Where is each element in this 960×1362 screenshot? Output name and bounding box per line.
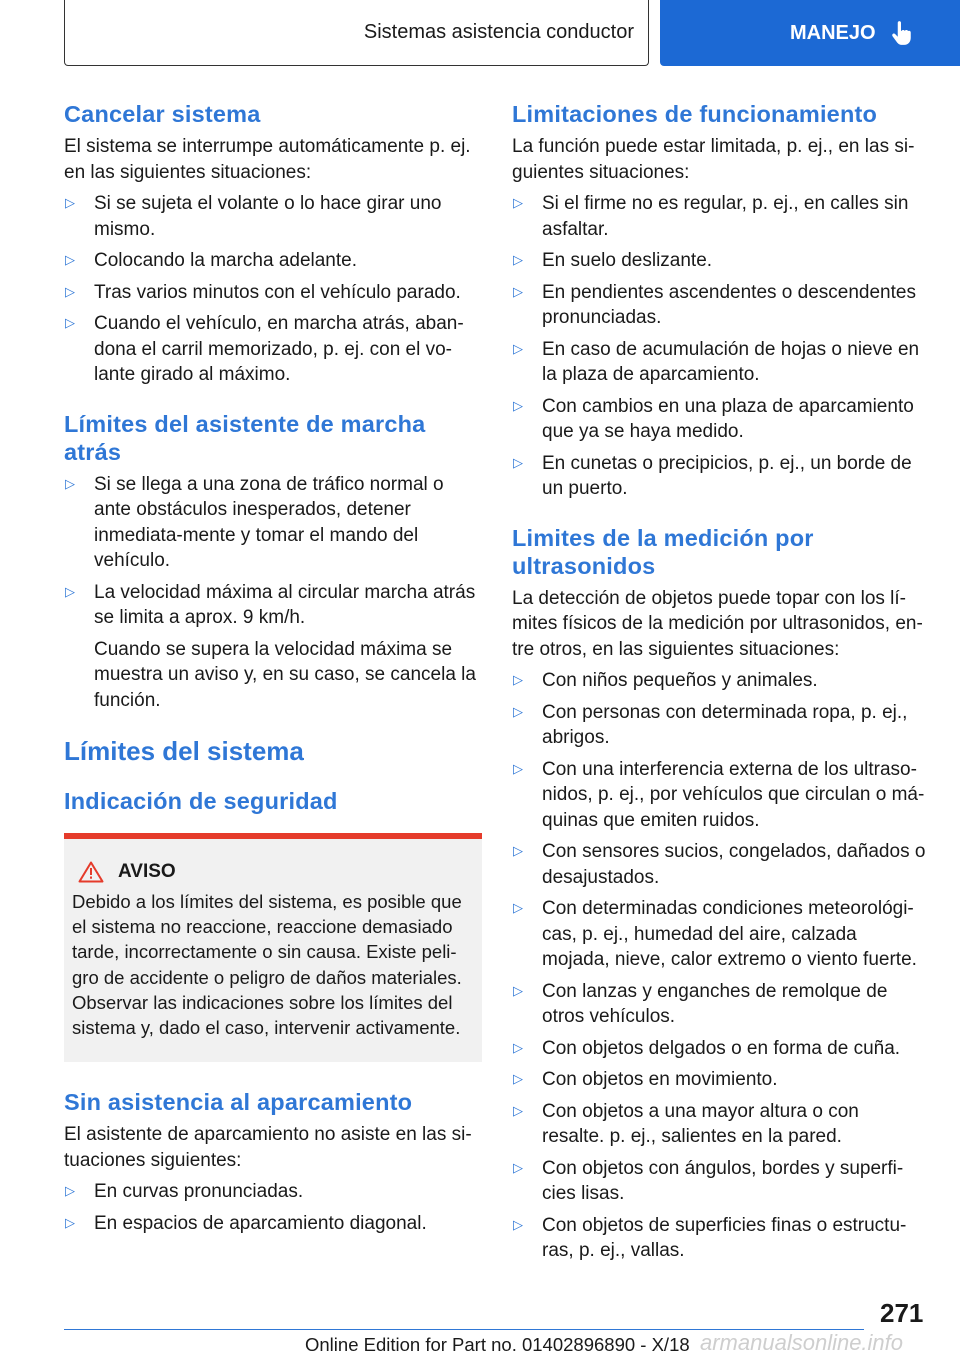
no-assist-intro: El asistente de aparcamiento no asiste en las si-tuaciones siguientes: [64, 1124, 472, 1171]
list-item: ▷ Cuando el vehículo, en marcha atrás, aban-dona el carril memorizado, p. ej. con el vo-lante girado al máximo. [65, 313, 464, 385]
bullet-triangle-icon: ▷ [513, 397, 523, 413]
list-item: ▷ Si se llega a una zona de tráfico normal o ante obstáculos inesperados, detener inmediata-mente y tomar el mando del vehículo. [65, 473, 444, 571]
bullet-triangle-icon: ▷ [513, 1102, 523, 1118]
bullet-triangle-icon: ▷ [513, 252, 523, 267]
warning-box [64, 839, 482, 1062]
bullet-triangle-icon: ▷ [513, 900, 523, 915]
chapter-tab[interactable] [660, 0, 960, 66]
ultrasonic-intro: La detección de objetos puede topar con los lí-mites físicos de la medición por ultrasonidos, en-tre otros, en las siguientes situaciones: [512, 587, 923, 660]
no-assist-list [64, 1179, 482, 1236]
bullet-triangle-icon: ▷ [513, 1216, 523, 1232]
func-limits-list [512, 191, 926, 502]
warning-label: AVISO [118, 861, 176, 882]
bullet-triangle-icon: ▷ [513, 760, 523, 776]
bullet-triangle-icon: ▷ [513, 672, 523, 687]
list-item: ▷ La velocidad máxima al circular marcha atrás se limita a aprox. 9 km/h. Cuando se supera la velocidad máxima se muestra un aviso y, en su caso, se cancela la función. [64, 580, 482, 714]
bullet-triangle-icon: ▷ [513, 454, 523, 470]
list-item: ▷ En caso de acumulación de hojas o nieve en la plaza de aparcamiento. [513, 338, 920, 385]
list-item: ▷ Con lanzas y enganches de remolque de otros vehículos. [513, 980, 888, 1027]
bullet-triangle-icon: ▷ [65, 1214, 75, 1230]
warning-title [72, 861, 474, 883]
list-item: ▷ En suelo deslizante. [513, 250, 713, 271]
section-title: Sistemas asistencia conductor [363, 21, 634, 43]
bullet-triangle-icon: ▷ [65, 583, 75, 599]
bullet-triangle-icon: ▷ [513, 340, 523, 356]
section-header [64, 0, 649, 66]
list-item: ▷ Con objetos con ángulos, bordes y superfi-cies lisas. [513, 1157, 904, 1204]
bullet-triangle-icon: ▷ [513, 843, 523, 858]
bullet-triangle-icon: ▷ [65, 195, 75, 210]
func-limits-intro: La función puede estar limitada, p. ej., en las si-guientes situaciones: [512, 136, 915, 183]
list-item: ▷ Tras varios minutos con el vehículo parado. [65, 281, 461, 303]
bullet-triangle-icon: ▷ [513, 1159, 523, 1175]
list-item: ▷ Colocando la marcha adelante. [65, 250, 358, 271]
edition-line: Online Edition for Part no. 01402896890 - X/18 [305, 1334, 690, 1355]
list-item: ▷ Con cambios en una plaza de aparcamiento que ya se haya medido. [513, 395, 914, 442]
left-column [64, 100, 482, 1236]
safety-heading: Indicación de seguridad [64, 788, 338, 814]
bullet-triangle-icon: ▷ [513, 982, 523, 998]
page-number: 271 [880, 1298, 924, 1328]
list-item: ▷ Si el firme no es regular, p. ej., en calles sin asfaltar. [513, 193, 909, 240]
list-item: ▷ Si se sujeta el volante o lo hace girar uno mismo. [65, 193, 442, 240]
cancel-system-intro: El sistema se interrumpe automáticamente p. ej. en las siguientes situaciones: [64, 136, 471, 183]
list-item: ▷ En curvas pronunciadas. [65, 1181, 304, 1203]
list-item: ▷ Con determinadas condiciones meteorológi-cas, p. ej., humedad del aire, calzada mojada, nieve, calor extremo o viento fuerte. [513, 898, 917, 970]
warning-text: Debido a los límites del sistema, es posible que el sistema no reaccione, reaccione demasiado tarde, incorrectamente o sin causa. Existe peli-gro de accidente o peligro de daños materiales. Observar las indicaciones sobre los límites del sistema y, dado el caso, intervenir activamente. [72, 891, 462, 1039]
bullet-triangle-icon: ▷ [513, 283, 523, 299]
cancel-system-heading: Cancelar sistema [64, 101, 261, 127]
list-item: ▷ Con objetos a una mayor altura o con resalte. p. ej., salientes en la pared. [513, 1100, 859, 1147]
watermark-logo: armanualsonline.info [700, 1330, 904, 1355]
right-column [512, 100, 926, 1264]
bullet-triangle-icon: ▷ [513, 1071, 523, 1086]
system-limits-heading: Límites del sistema [64, 736, 304, 766]
list-item: ▷ En espacios de aparcamiento diagonal. [65, 1212, 427, 1234]
bullet-triangle-icon: ▷ [65, 252, 75, 267]
no-assist-heading: Sin asistencia al aparcamiento [64, 1089, 413, 1116]
cancel-system-list [64, 191, 482, 388]
reverse-limits-heading: Límites del asistente de marcha atrás [64, 410, 426, 465]
hand-pointer-icon [888, 20, 914, 46]
warning-triangle-icon [78, 861, 104, 883]
list-item: ▷ En pendientes ascendentes o descendentes pronunciadas. [513, 281, 916, 328]
list-item-note: Cuando se supera la velocidad máxima se muestra un aviso y, en su caso, se cancela la función. [94, 638, 476, 711]
bullet-triangle-icon: ▷ [513, 703, 523, 719]
list-item: ▷ Con objetos delgados o en forma de cuña. [513, 1037, 901, 1059]
reverse-limits-list [64, 472, 482, 714]
bullet-triangle-icon: ▷ [513, 195, 523, 210]
list-item: ▷ Con objetos en movimiento. [513, 1069, 778, 1090]
chapter-title: MANEJO [790, 21, 876, 44]
func-limits-heading: Limitaciones de funcionamiento [512, 101, 878, 127]
bullet-triangle-icon: ▷ [65, 315, 75, 330]
list-item: ▷ Con una interferencia externa de los ultraso-nidos, p. ej., por vehículos que circulan o má-quinas que emiten ruidos. [513, 758, 925, 831]
ultrasonic-heading: Limites de la medición por ultrasonidos [512, 524, 814, 579]
bullet-triangle-icon: ▷ [65, 283, 75, 299]
bullet-triangle-icon: ▷ [65, 475, 75, 491]
list-item: ▷ Con personas con determinada ropa, p. ej., abrigos. [513, 701, 908, 748]
bullet-triangle-icon: ▷ [513, 1039, 523, 1055]
list-item: ▷ Con niños pequeños y animales. [513, 670, 818, 691]
ultrasonic-list [512, 668, 926, 1264]
list-item: ▷ Con sensores sucios, congelados, dañados o desajustados. [513, 841, 926, 888]
bullet-triangle-icon: ▷ [65, 1183, 75, 1199]
list-item: ▷ En cunetas o precipicios, p. ej., un borde de un puerto. [513, 452, 912, 499]
list-item: ▷ Con objetos de superficies finas o estructu-ras, p. ej., vallas. [513, 1214, 907, 1261]
